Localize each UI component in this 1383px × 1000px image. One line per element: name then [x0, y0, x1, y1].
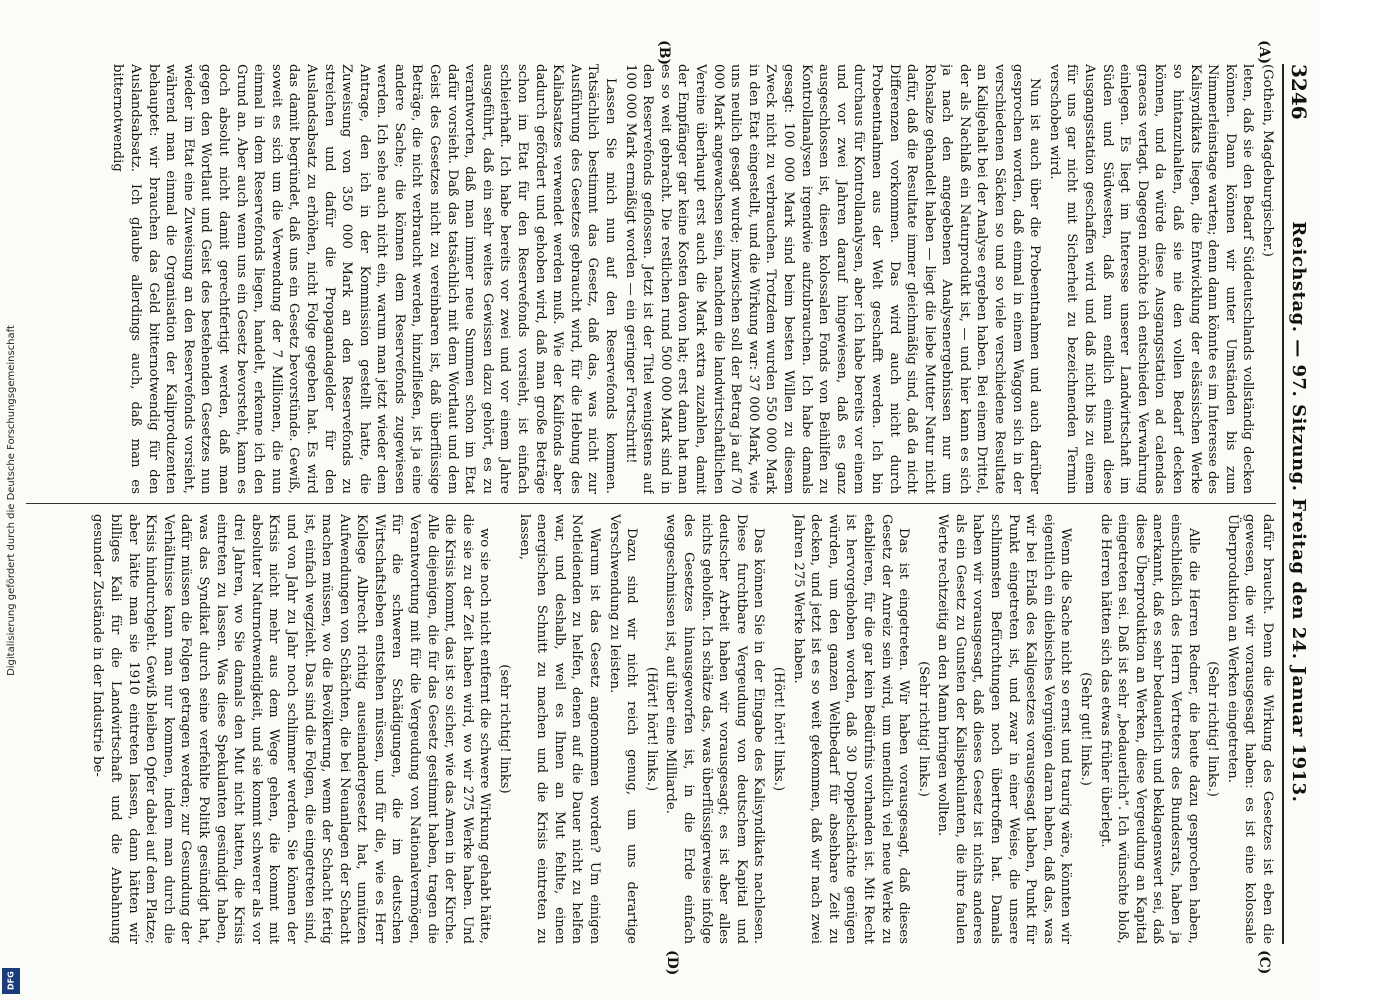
margin-marker-c: (C) [1256, 950, 1272, 975]
digitization-credit [0, 0, 22, 1000]
page-title: Reichstag. — 97. Sitzung. Freitag den 24. Januar 1913. [1288, 221, 1310, 803]
page-number: 3246 [1287, 64, 1311, 120]
credit-text: Digitalisierung gefördert durch die Deutsche Forschungsgemeinschaft [5, 324, 17, 676]
paragraph: Lassen Sie mich nun auf den Reservefonds kommen. Tatsächlich bestimmt das Gesetz, daß das, was nicht zur Ausführung des Gesetzes gebraucht wird, für die Hebung des Kaliabsatzes verwendet werden muß. Wie der Kalifonds aber dadurch gefördert und gehoben wird, daß man große Beträge schon im Etat für den Reservefonds vorsieht, ist einfach schleierhaft. Ich habe bereits vor zwei und vor einem Jahre ausgeführt, daß ein sehr weites Gewissen dazu gehört, es zu verantworten, daß man immer neue Summen schon im Etat dafür vorsieht. Daß das tatsächlich mit dem Wortlaut und dem Geist des Gesetzes nicht zu vereinbaren ist, daß überflüssige Beträge, die nicht verbraucht werden, hinzufließen, ist ja eine andere Sache; die können dem Reservefonds zugewiesen werden. Ich sehe auch nicht ein, warum man jetzt wieder dem Antrage, den ich in der Kommission gestellt hatte, die Zuweisung von 350 000 Mark an den Reservefonds zu streichen und dafür die Propagandagelder für den Auslandsabsatz zu erhöhen, nicht Folge gegeben hat. Es wird das damit begründet, daß uns ein Gesetz bevorstünde. Gewiß, soweit es sich um die Verwendung der 7 Millionen, die nun einmal in dem Reservefonds liegen, handelt, erkenne ich den Grund an. Aber auch wenn uns ein Gesetz bevorsteht, kann es doch absolut nicht damit gerechtfertigt werden, daß man gegen den Wortlaut und Geist des bestehenden Gesetzes nun wieder im Etat eine Zuweisung an den Reservefonds vorsieht, während man einmal die Organisation der Kaliproduzenten behauptet: wir brauchen das Geld bitternotwendig für den Auslandsabsatz. Ich glaube allerdings auch, daß man es bitternotwendig [110, 64, 619, 494]
paragraph: Warum ist das Gesetz angenommen worden? Um einigen Notleidenden zu helfen, denen auf die Dauer nicht zu helfen war, und deshalb, weil es Ihnen an Mut fehlte, einen energischen Schnitt zu machen und die Krisis eintreten zu lassen, [516, 514, 603, 944]
margin-marker-d: (D) [664, 950, 680, 976]
interjection: (sehr richtig! links) [497, 664, 513, 794]
interjection: (Sehr richtig! links.) [915, 661, 931, 797]
paragraph: Alle die Herren Redner, die heute dazu gesprochen haben, einschließlich des Herrn Vertreters des Bundesrats, haben ja anerkannt, daß es sehr bedauerlich und beklagenswert sei, daß diese Überproduktion an Werken, diese Vergeudung an Kapital eingetreten sei. Daß ist sehr „bedauerlich“. Ich wünschte bloß, die Herren hätten sich das etwas früher überlegt. [1097, 514, 1201, 944]
interjection: (Hört! hört! links.) [770, 666, 786, 792]
interjection: (Sehr gut! links.) [1078, 672, 1094, 786]
left-column [16, 64, 1276, 494]
interjection: (Sehr richtig! links.) [1205, 661, 1221, 797]
column-divider [26, 503, 1276, 504]
paragraph: Wenn die Sache nicht so ernst und traurig wäre, könnten wir eigentlich ein diebisches Vergnügen daran haben, daß das, was wir bei Erlaß des Kaligesetzes vorausgesagt haben, Punkt für Punkt eingetreten ist, und zwar in einer Weise, die unsere schlimmsten Befürchtungen noch übertroffen hat. Damals haben wir vorausgesagt, daß dieses Gesetz ist nichts anderes als ein Gesetz zu Gunsten der Kalispekulanten, die ihre faulen Werte rechtzeitig an den Mann bringen wollten. [935, 514, 1074, 944]
paragraph: Das können Sie in der Eingabe des Kalisyndikats nachlesen. Diese furchtbare Vergeudung von deutschem Kapital und deutscher Arbeit haben wir vorausgesagt; es ist aber alles nichts geholfen. Ich schätze das, was überflüssigerweise infolge des Gesetzes hinausgeworfen ist, in die Erde einfach weggeschmissen ist, auf über eine Milliarde. [663, 514, 767, 944]
paragraph: dafür braucht. Denn die Wirkung des Gesetzes ist eben die gewesen, die wir vorausgesagt haben: es ist eine kolossale Überproduktion an Werken eingetreten. [1224, 514, 1275, 944]
paragraph: Nun ist auch über die Probeentnahmen und auch darüber gesprochen worden, daß einmal in einem Waggon sich in der verschiedenen Säcken so und so viele verschiedene Resultate an Kaligehalt bei der Analyse ergeben haben. Bei einem Drittel, der als Nachlaß ein Naturprodukt ist, — und hier kann es sich ja nach den angegebenen Analysenergebnissen nur um Rohsalze gehandelt haben — liegt die liebe Mutter Natur nicht dafür, daß die Resultate immer gleichmäßig sind, daß da nicht Differenzen vorkommen. Das wird auch nicht durch Probeentnahmen aus der Welt geschafft werden. Ich bin durchaus für Kontrollanalysen, aber ich habe bereits vor einem und vor zwei Jahren darauf hingewiesen, daß es ganz ausgeschlossen ist, diesen kolossalen Fonds von Beihilfen zu Kontrollanalysen irgendwie aufzubrauchen. Ich habe damals gesagt: 100 000 Mark sind beim besten Willen zu diesem Zweck nicht zu verbrauchen. Trotzdem wurden 550 000 Mark in den Etat eingestellt, und die Wirkung war: 37 000 Mark, wie uns neulich gesagt wurde; inzwischen soll der Betrag ja auf 70 000 Mark angewachsen sein, nachdem die landwirtschaftlichen Vereine überhaupt erst auch die Mark extra zuzahlen, damit der Empfänger gar keine Kosten davon hat; erst dann hat man es so weit gebracht. Die restlichen rund 500 000 Mark sind in den Reservefonds geflossen. Jetzt ist der Titel wenigstens auf 100 000 Mark ermäßigt worden — ein geringer Fortschritt! [622, 64, 1043, 494]
dfg-logo: DFG [2, 968, 20, 994]
paragraph: wo sie noch nicht entfernt die schwere Wirkung gehabt hätte, die sie zu der Zeit haben wird, wo wir 275 Werke haben. Und die Krisis kommt, das ist so sicher, wie das Amen in der Kirche. Alle diejenigen, die für das Gesetz gestimmt haben, tragen die Verantwortung mit für die Vergeudung von Nationalvermögen, für die schweren Schädigungen, die im deutschen Wirtschaftsleben entstehen müssen, und für die, wie es Herr Kollege Albrecht richtig auseinandergesetzt hat, unnützen Aufwendungen von Schächten, die bei Neuanlagen der Schacht machen müssen, wo die Bevölkerung, wenn der Schacht fertig ist, einfach wegzieht. Das sind die Folgen, die eingetreten sind, und von Jahr zu Jahr noch schlimmer werden. Sie können der Krisis nicht mehr aus dem Wege gehen, die kommt mit absoluter Naturnotwendigkeit, und sie kommt schwerer als vor drei Jahren, wo Sie damals den Mut nicht hatten, die Krisis eintreten zu lassen. Was diese Spekulanten gesündigt haben, was das Syndikat durch seine verfehlte Politik gesündigt hat, dafür müssen die Folgen getragen werden; zur Gesundung der Verhältnisse kann man nur kommen, indem man durch die Krisis hindurchgeht. Gewiß bleiben Opfer dabei auf dem Platze; aber hätte man sie 1910 eintreten lassen, dann hätten wir billiges Kali für die Landwirtschaft und die Anbahnung gesunder Zustände in der Industrie be- [90, 514, 493, 944]
paragraph: Das ist eingetreten. Wir haben vorausgesagt, daß dieses Gesetz der Anreiz sein wird, um unendlich viel neue Werke zu etablieren, für die gar kein Bedürfnis vorhanden ist. Mit Recht ist hervorgehoben worden, daß 30 Doppelschächte genügen würden, um den ganzen Weltbedarf für absehbare Zeit zu decken, und jetzt ist es so weit gekommen, daß wir nach zwei Jahren 275 Werke haben. [790, 514, 912, 944]
margin-marker-b: (B) [656, 40, 672, 66]
interjection: (Hört! hört! links.) [643, 666, 659, 792]
paragraph: Dazu sind wir nicht reich genug, um uns derartige Verschwendung zu leisten. [606, 514, 640, 944]
speaker-name: (Gothein, Magdeburgischer.) [1260, 64, 1275, 257]
margin-marker-a: (A) [1256, 40, 1272, 65]
paragraph: leten, daß sie den Bedarf Süddeutschlands vollständig decken können. Dann können wir unter Umständen bis zum Nimmerleinstage warten; denn dann könnte es im Interesse des Kalisyndikats liegen, die Entwicklung der elsässischen Werke so hintanzuhalten, daß sie nie den vollen Bedarf decken können, und da würde diese Ausgangsstation ad calendas graecas vertagt. Dagegen möchte ich entschieden Verwahrung einlegen. Es liegt im Interesse unserer Landwirtschaft im Süden und Südwesten, daß nun endlich einmal diese Ausgangsstation geschaffen wird und daß nicht bis zu einem für uns gar nicht mit Sicherheit zu bezeichnenden Termin verschoben wird. [1046, 64, 1256, 494]
right-column [16, 514, 1276, 944]
page-header [1282, 64, 1314, 944]
